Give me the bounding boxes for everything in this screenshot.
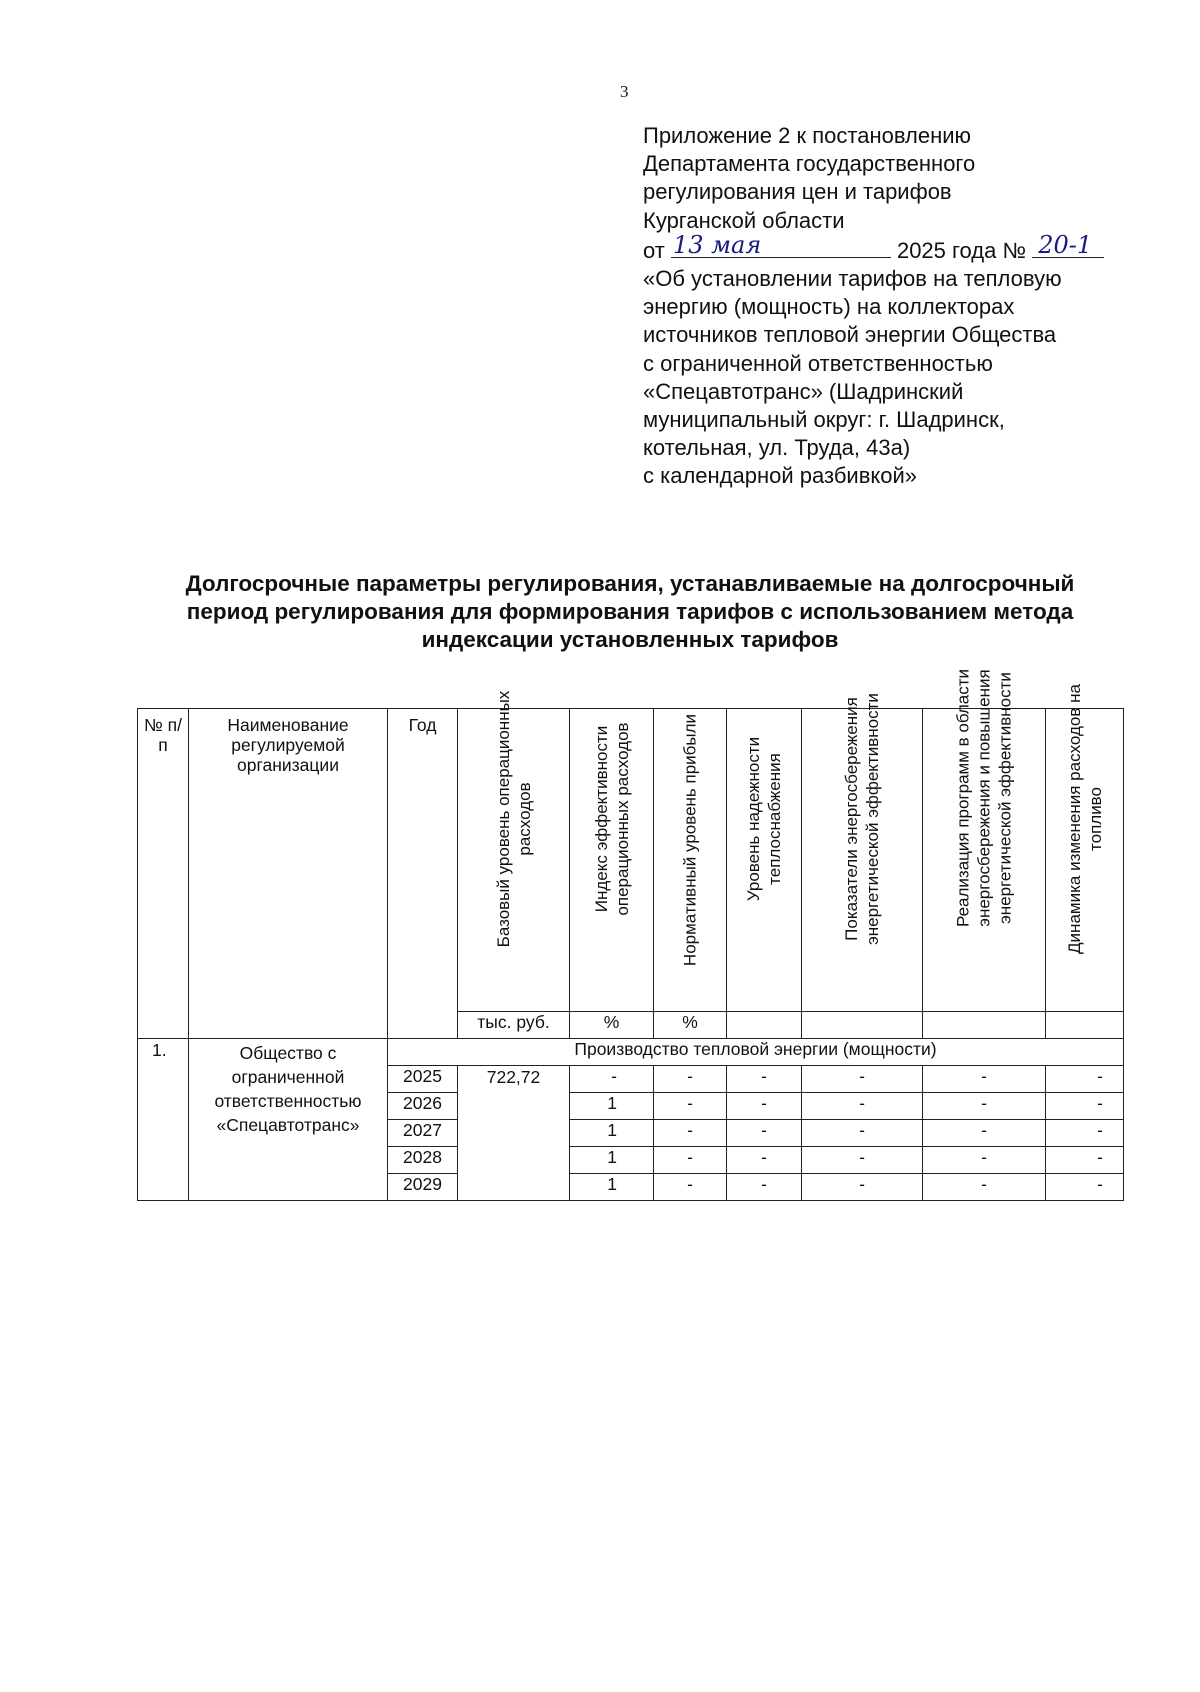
section-row [138,1039,1124,1066]
header-fuel-text: Динамика изменения расходов на топливо [1064,684,1105,954]
title-line: Долгосрочные параметры регулирования, устанавливаемые на долгосрочный [185,571,1075,596]
cell-energy: - [802,1066,923,1093]
annex-line: Курганской области [643,207,845,233]
cell-reliability: - [727,1093,802,1120]
header-index [570,709,654,1012]
cell-index: 1 [570,1093,654,1120]
unit-empty [1046,1012,1124,1039]
number-fill-line [1032,230,1104,259]
annex-line: Приложение 2 к постановлению [643,123,972,148]
cell-profit: - [654,1066,727,1093]
header-org-text: Наименование регулируемой организации [227,715,349,775]
header-num-text: № п/п [144,715,182,755]
subject-line: с календарной разбивкой» [643,463,918,489]
subject-line: энергию (мощность) на коллекторах [643,294,1015,320]
annex-line: регулирования цен и тарифов [643,179,952,205]
cell-energy: - [802,1120,923,1147]
annex-block [643,122,1163,491]
unit-profit: % [654,1012,727,1039]
unit-index: % [570,1012,654,1039]
cell-profit: - [654,1120,727,1147]
cell-fuel: - [1046,1174,1124,1201]
cell-fuel: - [1046,1093,1124,1120]
row-number: 1. [138,1039,189,1201]
subject-line: «Спецавтотранс» (Шадринский [643,378,964,404]
cell-reliability: - [727,1120,802,1147]
cell-programs: - [923,1120,1046,1147]
cell-programs: - [923,1147,1046,1174]
cell-year: 2025 [388,1066,458,1093]
date-fill-line [671,230,891,259]
cell-profit: - [654,1147,727,1174]
unit-base: тыс. руб. [458,1012,570,1039]
header-profit-text: Нормативный уровень прибыли [680,713,700,967]
header-programs [923,669,1046,1012]
cell-reliability: - [727,1066,802,1093]
cell-reliability: - [727,1174,802,1201]
document-title [60,570,1200,654]
header-reliability [727,709,802,1012]
org-name: Общество с ограниченной ответственностью «Спецавтотранс» [189,1039,388,1201]
cell-fuel: - [1046,1066,1124,1093]
title-line: период регулирования для формирования тарифов с использованием метода [186,599,1074,624]
header-org [189,709,388,1039]
cell-year: 2029 [388,1174,458,1201]
cell-index: - [570,1066,654,1093]
header-year [388,709,458,1039]
subject-line: котельная, ул. Труда, 43а) [643,435,911,461]
page-number: 3 [620,82,629,101]
title-line: индексации установленных тарифов [421,627,839,652]
cell-programs: - [923,1093,1046,1120]
cell-year: 2027 [388,1120,458,1147]
subject-line: «Об установлении тарифов на тепловую [643,266,1062,292]
cell-energy: - [802,1174,923,1201]
unit-empty [923,1012,1046,1039]
base-value: 722,72 [458,1066,570,1201]
unit-empty [727,1012,802,1039]
cell-programs: - [923,1066,1046,1093]
cell-year: 2026 [388,1093,458,1120]
cell-profit: - [654,1174,727,1201]
unit-empty [802,1012,923,1039]
cell-index: 1 [570,1147,654,1174]
subject-line: с ограниченной ответственностью [643,350,993,376]
cell-reliability: - [727,1147,802,1174]
header-num [138,709,189,1039]
cell-programs: - [923,1174,1046,1201]
header-energy-text: Показатели энергосбережения энергетической эффективности [842,693,882,945]
header-base-text: Базовый уровень операционных расходов [493,690,534,948]
cell-index: 1 [570,1120,654,1147]
date-prefix: от [643,237,665,263]
handwritten-date: 13 мая [672,230,762,259]
section-title: Производство тепловой энергии (мощности) [388,1039,1124,1066]
cell-fuel: - [1046,1147,1124,1174]
header-year-text: Год [408,715,437,735]
cell-energy: - [802,1147,923,1174]
cell-year: 2028 [388,1147,458,1174]
subject-line: источников тепловой энергии Общества [643,322,1057,348]
subject-line: муниципальный округ: г. Шадринск, [643,407,1005,433]
cell-energy: - [802,1093,923,1120]
annex-line: Департамента государственного [643,151,976,177]
header-base [458,690,570,1012]
header-fuel [1046,684,1124,1012]
header-reliability-text: Уровень надежности теплоснабжения [744,736,784,902]
cell-profit: - [654,1093,727,1120]
header-index-text: Индекс эффективности операционных расходов [591,722,632,916]
header-energy [802,693,923,1012]
header-programs-text: Реализация программ в области энергосбережения и повышения энергетической эффективности [953,669,1015,927]
year-text: 2025 года № [896,237,1027,263]
cell-fuel: - [1046,1120,1124,1147]
parameters-table [137,669,1124,1201]
cell-index: 1 [570,1174,654,1201]
date-line [643,230,1163,265]
handwritten-number: 20-1 [1038,230,1093,259]
header-row [138,709,1124,1012]
header-profit [654,709,727,1012]
